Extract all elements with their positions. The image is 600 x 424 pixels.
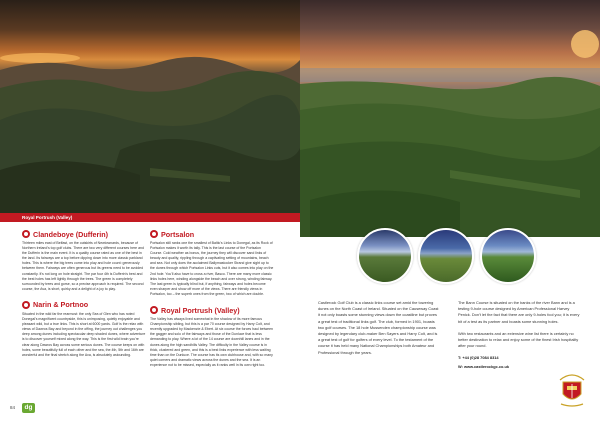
photo-caption: Royal Portrush (Valley) <box>22 215 73 220</box>
course-heading <box>22 229 146 239</box>
course-description: The Valley has always lived somewhat in the shadow of its more famous Championship sibling, but this is a par 70 course designed by Harry Colt, and recently upgraded by Mackenzie & Ebert. At six course the forces haul between the gagger and solo of the fairways and those of the Dunluce that is less demanding to play. Where a lot of the 14 course are downhill lanes and in the dunes along the high sandhills Valley. The difficulty in the Valley course is in thick, clustered and green, and this is a best links experience with less waiting time than on the Dunluce. The course has its own clubhouse and, with so many quiet corners and dramatic views across the dunes and the sea. It is an experience not to be missed, especially as it ranks well in its own right too. <box>150 317 273 367</box>
hospitality-text: With two restaurants and an extensive wine list there is certainly no better destination to relax and enjoy some of the finest Irish hospitality after your round. <box>458 330 579 349</box>
castlerock-club-crest-icon <box>557 368 587 408</box>
course-heading <box>150 305 274 315</box>
course-title: Portsalon <box>161 229 195 239</box>
sunset-dunes-illustration <box>0 0 300 213</box>
course-photo-circle-3 <box>480 228 536 284</box>
course-title: Narin & Portnoo <box>33 300 89 310</box>
castlerock-photo <box>300 0 600 237</box>
bann-course-text: The Bann Course is situated on the banks of the river Bann and is a testing 9-hole course designed by American Professional Harvey Penick. Don't let the fact that there are only 9-holes fool you; it is every bit of a test as its partner and boasts some stunning holes. <box>458 300 580 324</box>
page-number: 84 <box>10 405 16 410</box>
course-column-1 <box>22 229 146 358</box>
course-title: Royal Portrush (Valley) <box>161 305 240 315</box>
phone-number: T: +44 (0)28 7084 8314 <box>458 355 499 361</box>
golf-flag-icon <box>22 301 30 309</box>
royal-portrush-photo <box>0 0 300 213</box>
course-heading <box>150 229 274 239</box>
course-title: Clandeboye (Dufferin) <box>33 229 109 239</box>
publisher-logo: dg <box>22 403 35 413</box>
course-description: Portsalon still ranks one the smallest of Baltic's Links to Donegal, as its Rock of Portsalon makes it worth its tally. This is the last course of the Portsalon Course. Cold weather as bonus, the journey they will discover sand links of beauty and quality, rippling through a captivating setting of mountains, beach and sea. Not only does the acclaimed Ballymastocker Strand give sight up to the dunes through which Portsalon Links cuts, but it also comes into play on the 2nd hole. You'll also have to cross a river, Basco. There are many more classic links holes here, winding alongside the beach and over strong, winding fairway. The last green is typically blind but, if anything, fairways and holes become even sharper and show off more of the views. There are friendly views in Portsalon, too – the superb ones from the green, two of which are double. <box>150 241 274 296</box>
golf-flag-icon <box>150 230 158 238</box>
course-description: Situated in the wild far the rearmost: the only Sea of Glen who has noted Donegal's magnificent countryside, this is unimposing, quietly enjoyable and pleasant wild, but a true links. This is short at 6000 yards. Golf is the relax with views of Dawros Bay and beyond in the offing, the journey out challenges you deep among dunes including spectacular deep shaded dunes, where adventure is to discover yourself mixed along the way. This is the first wild brain you're clear along Dawros Bay across some serious dunes. The course keeps on with holes, some beautifully full of each other and the sea, the 4th, 5th and 16th are wonderful and the final stretch along the Ava, is absolutely astounding. <box>22 311 146 357</box>
photo-caption-bar <box>0 213 300 222</box>
course-photo-circle-1 <box>357 228 413 284</box>
golf-flag-icon <box>22 230 30 238</box>
castlerock-intro-text: Castlerock Golf Club is a classic links course set amid the towering dunes on the North Coast of Ireland. Situated on the Causeway Coast it not only boasts some stunning views down the coastline but proves a great test of traditional links golf. The club, formed in 1901, boasts two golf courses. The 18 hole Mussenden championship course was designed by legendary club-maker Ben Sayers and Harry Colt, and is a great test of golf for golfers of every level. To the testament of the course it has held many National Championships both Amateur and Professional through the years. <box>318 300 439 355</box>
website-link[interactable]: W: www.castlerockgc.co.uk <box>458 363 510 369</box>
course-photo-circle-2 <box>418 228 474 284</box>
course-heading <box>22 300 146 310</box>
coastal-sunset-illustration <box>300 0 600 237</box>
castlerock-second-column <box>458 300 582 370</box>
golf-flag-icon <box>150 306 158 314</box>
course-description: Thirteen miles east of Belfast, on the outskirts of Newtownards, because of Northern Ireland's top golf clubs. There are two very different courses here and the Dufferin is the main event. It is a quality course rated as one of the best in the land. Its fairways are a top before dipping down into more classic parkland holes. This is where the big trees come into play and hole count: generously between them. Fairways are often generous but its greens need to be avoided constantly. It's not long on hole straight. The par four 4th is Dufferin's best and the best holes has left lightly through the trees. The green is completely surrounded by trees and gorse, so a precise approach is required. The second course, the Ava, is short, quirky and a delight of a joy to play. <box>22 241 144 291</box>
course-column-2 <box>150 229 274 368</box>
right-page <box>300 0 600 424</box>
